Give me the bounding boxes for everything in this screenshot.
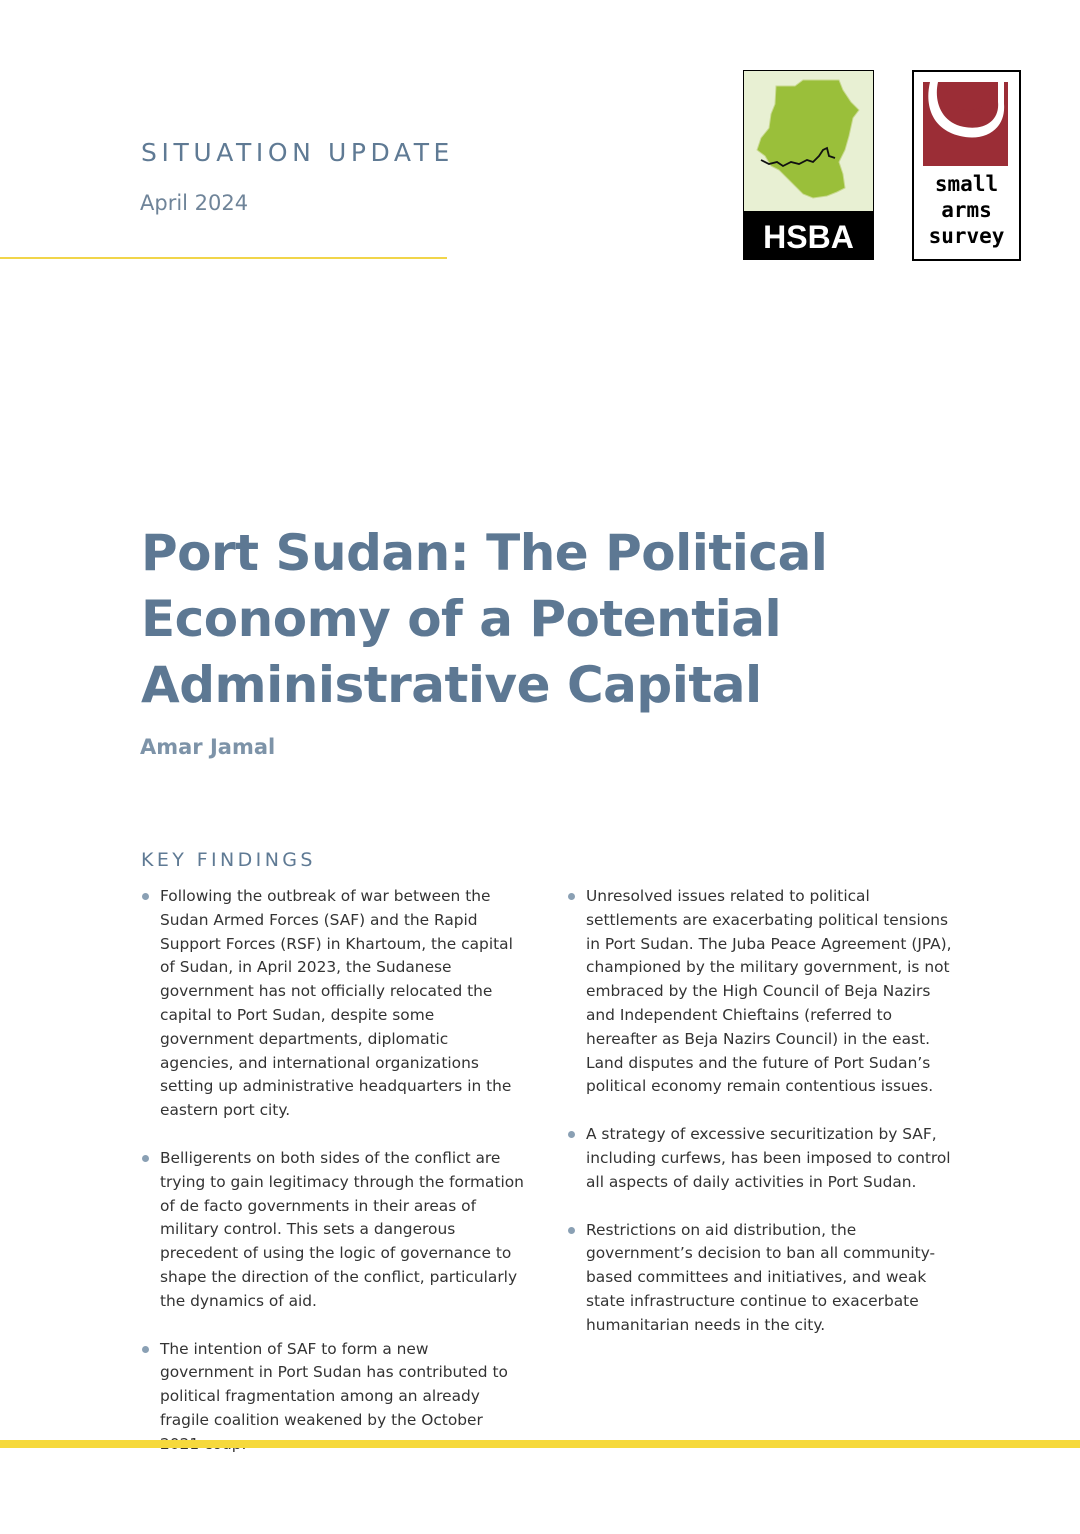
finding-item <box>568 1219 963 1338</box>
sas-emblem-icon <box>923 82 1008 166</box>
sas-logo-line-3: survey <box>928 224 1005 248</box>
hsba-logo-text: HSBA <box>763 219 854 255</box>
finding-text: Following the outbreak of war between the Sudan Armed Forces (SAF) and the Rapid Support Forces (RSF) in Khartoum, the capital of Sudan, in April 2023, the Sudanese government has not officially relocated the capital to Port Sudan, despite some government departments, diplomatic agencies, and international organizations setting up administrative headquarters in the eastern port city. <box>160 887 513 1120</box>
title-line: Port Sudan: The Political <box>141 524 828 582</box>
bullet-icon <box>568 1227 575 1234</box>
title-line: Economy of a Potential <box>141 590 782 648</box>
finding-item <box>142 1338 526 1457</box>
key-findings-left-column <box>142 885 526 1481</box>
finding-item <box>142 885 526 1123</box>
bullet-icon <box>142 893 149 900</box>
key-findings-heading: KEY FINDINGS <box>141 849 316 871</box>
sas-logo-line-2: arms <box>941 198 992 222</box>
small-arms-survey-logo <box>912 70 1021 261</box>
publication-date: April 2024 <box>140 191 249 215</box>
bullet-icon <box>142 1155 149 1162</box>
finding-item <box>568 885 963 1099</box>
finding-item <box>568 1123 963 1194</box>
author-name: Amar Jamal <box>140 735 276 759</box>
header-divider <box>0 257 447 259</box>
finding-text: The intention of SAF to form a new government in Port Sudan has contributed to political fragmentation among an already fragile coalition weakened by the October <box>160 1339 508 1429</box>
sas-logo-line-1: small <box>934 172 999 196</box>
bullet-icon <box>142 1346 149 1353</box>
finding-item <box>142 1147 526 1314</box>
title-line: Administrative Capital <box>141 656 762 714</box>
footer-divider <box>0 1440 1080 1448</box>
hsba-logo <box>743 70 874 260</box>
finding-text: Unresolved issues related to political settlements are exacerbating political tensions in Port Sudan. The Juba Peace Agreement (JPA), championed by the military government, is not embraced by the High Council of Beja Nazirs and Independent Chieftains (referred to hereafter as Beja Nazirs Council) in the east. Land disputes and the future of Port Sudan’s political economy remain contentious issues. <box>586 887 952 1096</box>
report-title <box>141 520 861 718</box>
key-findings-right-column <box>568 885 963 1362</box>
finding-text: A strategy of excessive securitization by SAF, including curfews, has been imposed to control all aspects of daily activities in Port Sudan. <box>586 1125 951 1191</box>
finding-text: Belligerents on both sides of the conflict are trying to gain legitimacy through the formation of de facto governments in their areas of military control. This sets a dangerous precedent of using the logic of governance to shape the direction of the conflict, particularly the dynamics of aid. <box>160 1148 524 1310</box>
section-label: SITUATION UPDATE <box>141 138 454 167</box>
finding-text: Restrictions on aid distribution, the government’s decision to ban all community-based committees and initiatives, and weak state infrastructure continue to exacerbate humanitarian needs in the city. <box>586 1220 936 1334</box>
bullet-icon <box>568 893 575 900</box>
bullet-icon <box>568 1131 575 1138</box>
